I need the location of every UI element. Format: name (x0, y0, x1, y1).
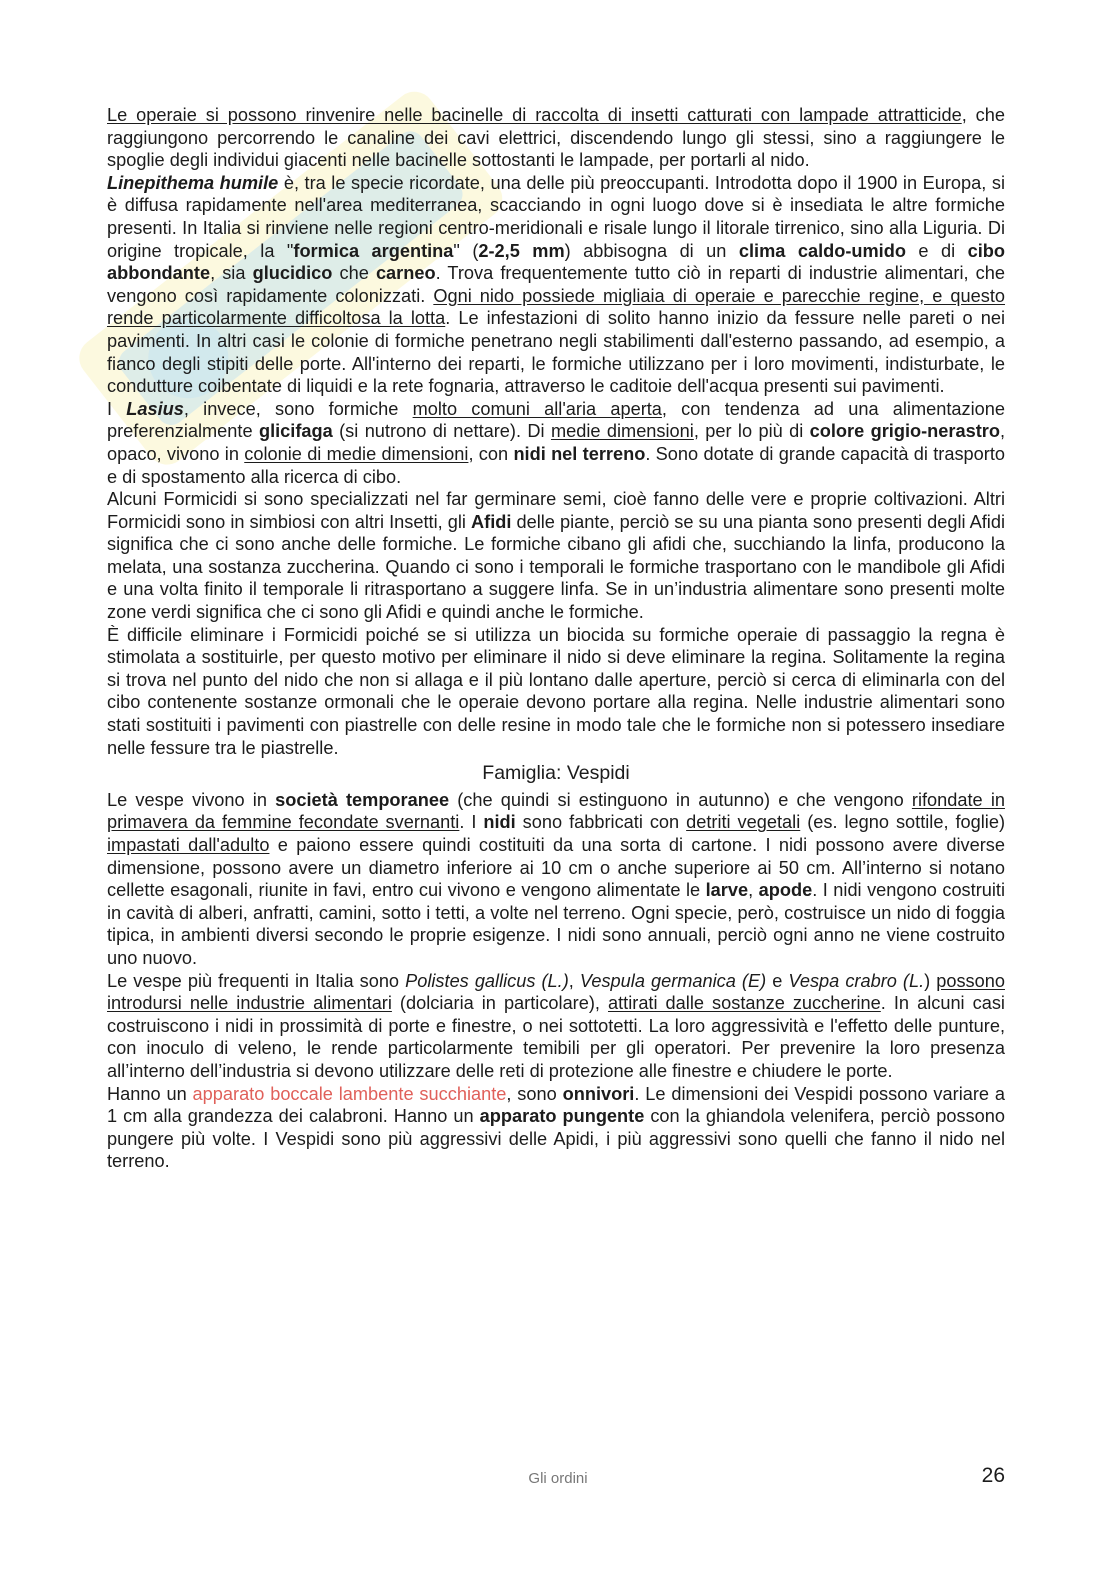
text-run: , opaco, vivono in (107, 421, 1006, 464)
text-run: 2-2,5 mm (478, 240, 565, 261)
text-run: impastati dall'adulto (107, 835, 270, 855)
text-run: possono introdursi nelle industrie alimentari (107, 970, 1005, 1014)
text-run: Alcuni Formicidi si sono specializzati nel far germinare semi, cioè fanno delle vere e proprie coltivazioni. Altri Formicidi sono in simbiosi con altri Insetti, gli (107, 489, 1005, 532)
text-run: , invece, sono formiche (183, 398, 413, 419)
text-run: carneo (375, 263, 436, 284)
text-run: , (568, 970, 580, 991)
text-run: , (748, 880, 759, 901)
text-run: apparato pungente (479, 1106, 645, 1127)
text-run: clima caldo-umido (738, 240, 906, 261)
text-run: nidi nel terreno (513, 443, 646, 464)
text-run: e di (905, 240, 968, 261)
paragraph (107, 789, 1005, 970)
text-run: . Trova frequentemente tutto ciò in reparti di industrie alimentari, che vengono così rapidamente colonizzati. (107, 263, 1005, 306)
paragraph (107, 624, 1005, 760)
text-run: . In alcuni casi costruiscono i nidi in prossimità di porte e finestre, o nei sottotetti. La loro aggressività e l'effetto delle punture, con inoculo di veleno, le rende particolarmente temibili per gli operatori. Per prevenire la loro presenza all’interno dell’industria si devono utilizzare delle reti di protezione alle finestre e chiudere le porte. (107, 993, 1005, 1081)
text-run: è, tra le specie ricordate, una delle più preoccupanti. Introdotta dopo il 1900 in Europa, si è diffusa rapidamente nell'area mediterranea, scacciando in ogni luogo dove si è insediata le altre formiche presenti. In Italia si rinviene nelle regioni centro-meridionali e risale lungo il litorale tirrenico, sino alla Liguria. Di origine tropicale, la " (107, 172, 1005, 261)
heading-text: Famiglia: Vespidi (482, 762, 630, 785)
text-run: e (766, 970, 789, 991)
text-run: " ( (453, 240, 479, 261)
paragraph (107, 970, 1005, 1083)
text-run: onnivori (562, 1083, 635, 1104)
text-run: , sono (506, 1083, 563, 1104)
text-run: (dolciaria in particolare), (391, 993, 608, 1014)
text-run: , con tendenza ad una alimentazione preferenzialmente (107, 398, 1005, 442)
page-number: 26 (981, 1464, 1005, 1487)
text-run: sono fabbricati con (515, 812, 687, 833)
text-run: medie dimensioni (550, 421, 694, 442)
text-run: Ogni nido possiede migliaia di operaie e parecchie regine, e questo rende particolarmente difficoltosa la lotta (107, 285, 1005, 329)
footer-label: Gli ordini (528, 1470, 588, 1487)
text-run: rifondate in primavera da femmine fecondate svernanti (107, 789, 1005, 833)
text-run: È difficile eliminare i Formicidi poiché se si utilizza un biocida su formiche operaie di passaggio la regna è stimolata a sostituirle, per questo motivo per eliminare il nido si deve eliminare la regina. Solitamente la regina si trova nel punto del nido che non si allaga e il più lontano dalle aperture, perciò si cerca di eliminarla con del cibo contenente sostanze ormonali che le operaie devono portare alla regina. Nelle industrie alimentari sono stati sostituiti i pavimenti con piastrelle con delle resine in modo tale che le formiche non si potessero insediare nelle fessure tra le piastrelle. (107, 624, 1005, 758)
text-run: Vespula germanica (E) (579, 970, 767, 991)
text-run: ) (924, 970, 937, 991)
text-run: I (107, 398, 127, 419)
text-run: nidi (483, 812, 516, 833)
text-run: che (332, 263, 376, 284)
text-run: colonie di medie dimensioni (244, 443, 469, 464)
paragraph (107, 172, 1005, 398)
text-run: molto comuni all'aria aperta (412, 398, 662, 419)
text-run: delle piante, perciò se su una pianta sono presenti degli Afidi significa che ci sono anche delle formiche. Le formiche cibano gli afidi che, succhiando la linfa, producono la melata, una sostanza zuccherina. Quando ci sono i temporali le formiche trasportano con le mandibole gli Afidi e una volta finito il temporale li ritrasportano a suggere linfa. Se in un’industria alimentare sono presenti molte zone verdi significa che ci sono gli Afidi e quindi anche le formiche. (107, 511, 1005, 623)
text-run: Linepithema humile (107, 172, 279, 193)
text-run: Hanno un (107, 1083, 193, 1104)
text-run: , per lo più di (693, 421, 810, 442)
text-run: apparato boccale lambente succhiante (192, 1083, 507, 1104)
ant-section (107, 104, 1005, 759)
text-run: , che raggiungono percorrendo le canaline dei cavi elettrici, discendendo lungo gli stessi, sino a raggiungere le spoglie degli individui giacenti nelle bacinelle sottostanti le lampade, per portarli al nido. (107, 105, 1006, 171)
text-run: apode (758, 880, 813, 901)
text-run: formica argentina (293, 240, 454, 261)
text-run: Vespa crabro (L. (788, 970, 925, 991)
text-run: Lasius (126, 398, 184, 419)
text-run: Le operaie si possono rinvenire nelle bacinelle di raccolta di insetti catturati con lampade attratticide (107, 105, 962, 125)
text-run: con la ghiandola velenifera, perciò possono pungere più volte. I Vespidi sono più aggressivi delle Apidi, i più aggressivi sono quelli che fanno il nido nel terreno. (107, 1106, 1005, 1172)
text-run: (che quindi si estinguono in autunno) e che vengono (449, 789, 912, 810)
text-run: . Le infestazioni di solito hanno inizio da fessure nelle pareti o nei pavimenti. In altri casi le colonie di formiche penetrano negli stabilimenti dall'esterno passando, ad esempio, a fianco degli stipiti delle porte. All'interno dei reparti, le formiche utilizzano per i loro movimenti, indisturbate, le condutture coibentate di liquidi e la rete fognaria, attraverso le caditoie dell'acqua presenti sui pavimenti. (107, 308, 1005, 397)
text-run: Polistes gallicus (L.) (405, 970, 569, 991)
text-run: detriti vegetali (686, 812, 801, 833)
text-run: Le vespe vivono in (107, 789, 276, 810)
paragraph (107, 1083, 1005, 1173)
text-run: colore grigio-nerastro (809, 421, 1000, 442)
paragraph (107, 488, 1005, 624)
text-run: (es. legno sottile, foglie) (800, 812, 1006, 833)
text-run: glucidico (252, 263, 333, 284)
document-body (107, 104, 1005, 1173)
text-run: Afidi (471, 511, 512, 532)
text-run: . I nidi vengono costruiti in cavità di alberi, anfratti, camini, sotto i tetti, a volte nel terreno. Ogni specie, però, costruisce un nido di foggia tipica, in ambienti diversi secondo le proprie esigenze. I nidi sono annuali, perciò ogni anno ne viene costruito uno nuovo. (107, 880, 1006, 968)
text-run: società temporanee (275, 789, 450, 810)
text-run: ) abbisogna di un (564, 240, 739, 261)
text-run: . Sono dotate di grande capacità di trasporto e di spostamento alla ricerca di cibo. (107, 443, 1005, 487)
text-run: larve (705, 880, 749, 901)
text-run: (si nutrono di nettare). Di (332, 421, 551, 442)
text-run: attirati dalle sostanze zuccherine (608, 993, 881, 1014)
text-run: cibo abbondante (107, 240, 1005, 284)
paragraph (107, 104, 1005, 172)
text-run: glicifaga (258, 421, 333, 442)
text-run: . I (459, 812, 484, 833)
section-heading (107, 762, 1005, 785)
text-run: , sia (210, 263, 253, 284)
text-run: e paiono essere quindi costituiti da una sorta di cartone. I nidi possono avere diverse dimensione, possono avere un diametro inferiore ai 10 cm o anche superiore ai 50 cm. All’interno si notano cellette esagonali, riunite in favi, entro cui vivono e vengono alimentate le (107, 835, 1006, 901)
wasp-section (107, 789, 1005, 1173)
text-run: Le vespe più frequenti in Italia sono (107, 970, 406, 991)
text-run: , con (468, 443, 514, 464)
paragraph (107, 398, 1005, 488)
text-run: . Le dimensioni dei Vespidi possono variare a 1 cm alla grandezza dei calabroni. Hanno un (107, 1083, 1005, 1127)
